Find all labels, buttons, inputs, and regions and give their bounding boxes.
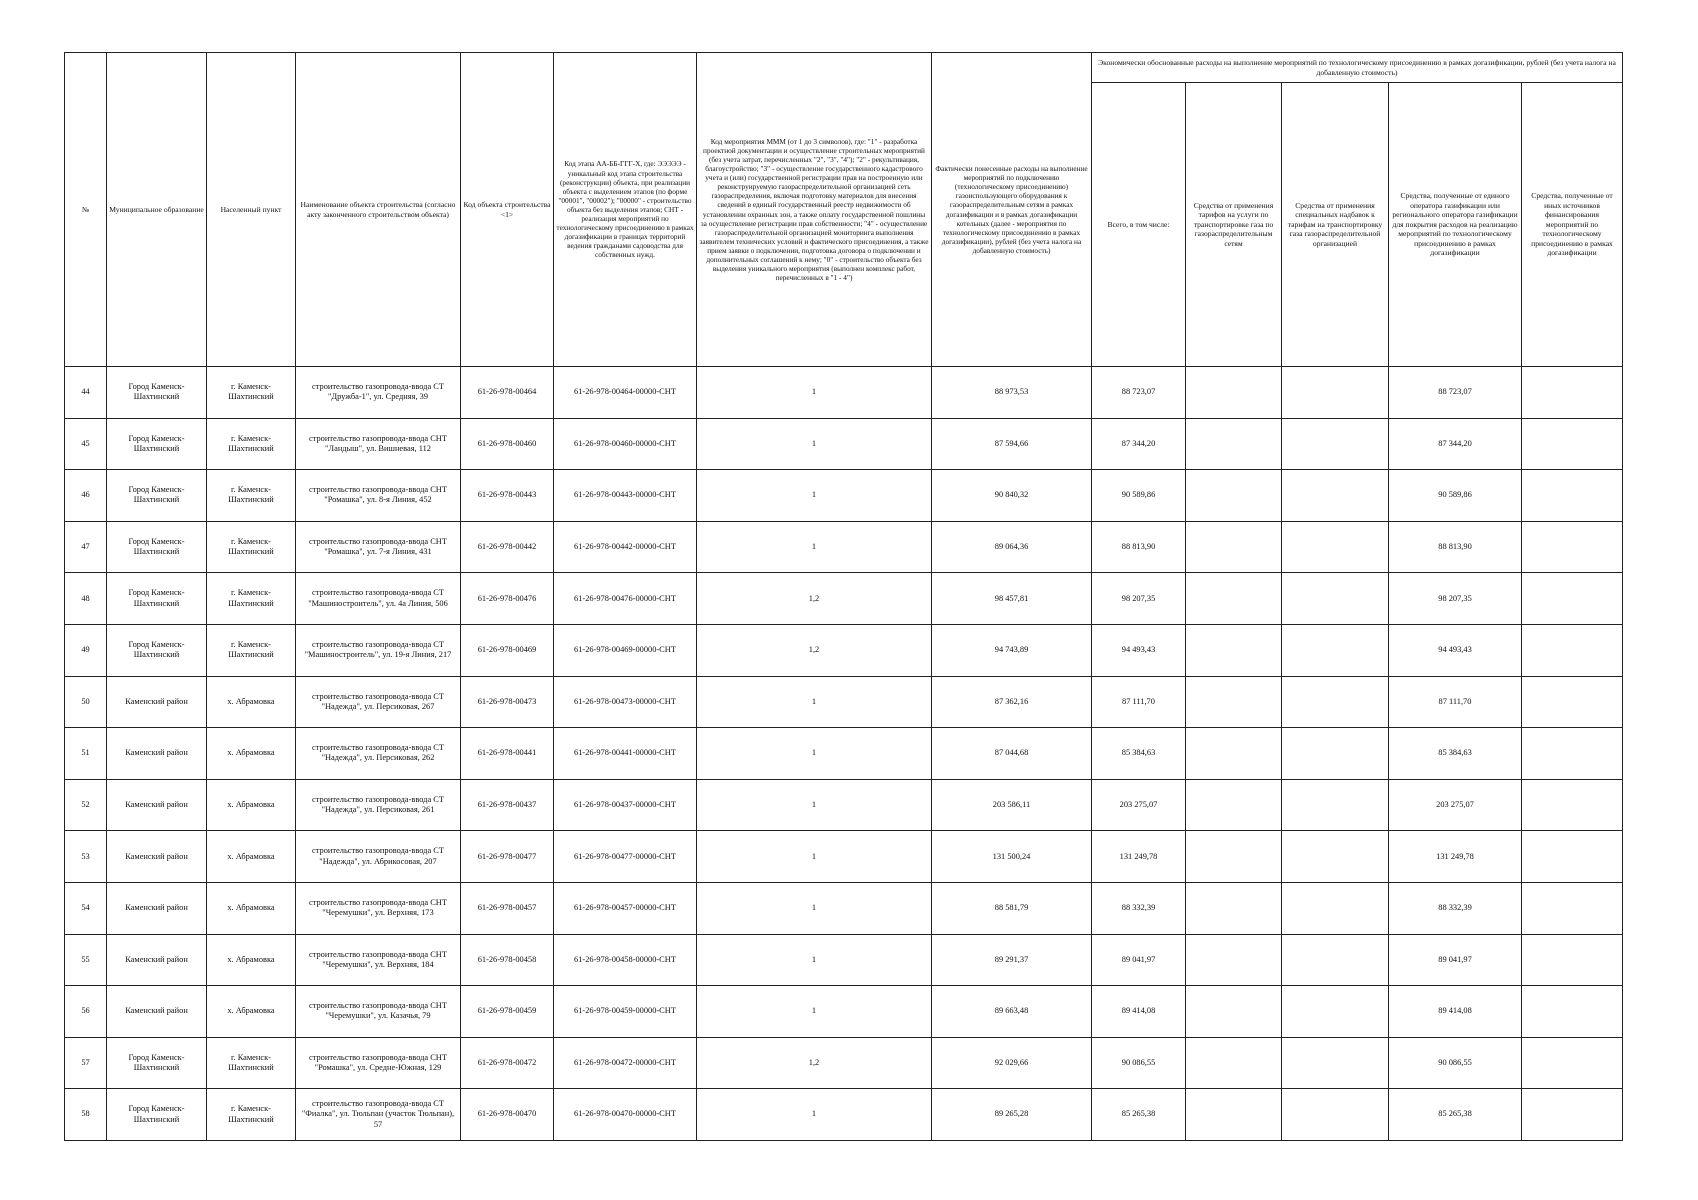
surcharges-cell bbox=[1282, 779, 1389, 831]
other-sources-cell bbox=[1522, 1089, 1623, 1141]
total-cell: 131 249,78 bbox=[1092, 831, 1186, 883]
actual-costs-cell: 89 663,48 bbox=[932, 986, 1092, 1038]
object-name-cell: строительство газопровода-ввода СТ "Надежда", ул. Персиковая, 267 bbox=[296, 676, 461, 728]
object-code-cell: 61-26-978-00459 bbox=[461, 986, 554, 1038]
total-cell: 85 265,38 bbox=[1092, 1089, 1186, 1141]
tariffs-cell bbox=[1186, 624, 1282, 676]
object-code-cell: 61-26-978-00473 bbox=[461, 676, 554, 728]
settlement-cell: г. Каменск-Шахтинский bbox=[207, 573, 296, 625]
municipality-cell: Каменский район bbox=[107, 882, 207, 934]
operator-funds-cell: 88 813,90 bbox=[1389, 521, 1522, 573]
table-row bbox=[65, 470, 1623, 522]
municipality-cell: Каменский район bbox=[107, 986, 207, 1038]
municipality-cell: Город Каменск-Шахтинский bbox=[107, 573, 207, 625]
other-sources-cell bbox=[1522, 986, 1623, 1038]
object-name-cell: строительство газопровода-ввода СНТ "Ромашка", ул. 7-я Линия, 431 bbox=[296, 521, 461, 573]
object-code-cell: 61-26-978-00441 bbox=[461, 728, 554, 780]
event-code-cell: 1 bbox=[697, 676, 932, 728]
settlement-cell: г. Каменск-Шахтинский bbox=[207, 1037, 296, 1089]
object-code-cell: 61-26-978-00443 bbox=[461, 470, 554, 522]
table-row bbox=[65, 676, 1623, 728]
tariffs-cell bbox=[1186, 470, 1282, 522]
other-sources-cell bbox=[1522, 934, 1623, 986]
settlement-cell: х. Абрамовка bbox=[207, 986, 296, 1038]
other-sources-cell bbox=[1522, 624, 1623, 676]
municipality-cell: Город Каменск-Шахтинский bbox=[107, 521, 207, 573]
table-row bbox=[65, 728, 1623, 780]
actual-costs-cell: 90 840,32 bbox=[932, 470, 1092, 522]
object-code-cell: 61-26-978-00442 bbox=[461, 521, 554, 573]
row-number-cell: 47 bbox=[65, 521, 107, 573]
object-code-cell: 61-26-978-00457 bbox=[461, 882, 554, 934]
row-number-cell: 56 bbox=[65, 986, 107, 1038]
table-row bbox=[65, 418, 1623, 470]
row-number-cell: 52 bbox=[65, 779, 107, 831]
header-event-code: Код мероприятия МММ (от 1 до 3 символов), где: "1" - разработка проектной документации и осуществление строительных мероприятий (без учета затрат, перечисленных "2", "3", "4"); "2" - рекультивация, благоустройство; "3" - осуществление государственного кадастрового учета и (или) государственной регистрации прав на построенную или реконструируемую газораспределительной организацией сеть газораспределения, включая подготовку материалов для внесения сведений в единый государственный реестр недвижимости об установлении охранных зон, а также оплату государственной пошлины за осуществление регистрации прав собственности; "4" - осуществление газораспределительной организацией мониторинга выполнения заявителем технических условий и фактического присоединения, а также прием заявки о подключении, подготовка договора о подключении и дополнительных соглашений к нему; "0" - строительство объекта без выделения уникального мероприятия (выполнен комплекс работ, перечисленных в "1 - 4") bbox=[697, 53, 932, 367]
object-name-cell: строительство газопровода-ввода СНТ "Ромашка", ул. Средне-Южная, 129 bbox=[296, 1037, 461, 1089]
settlement-cell: г. Каменск-Шахтинский bbox=[207, 624, 296, 676]
other-sources-cell bbox=[1522, 1037, 1623, 1089]
header-surcharges: Средства от применения специальных надбавок к тарифам на транспортировку газа газораспределительной организацией bbox=[1282, 83, 1389, 367]
object-name-cell: строительство газопровода-ввода СТ "Машиностроитель", ул. 4а Линия, 506 bbox=[296, 573, 461, 625]
table-row bbox=[65, 573, 1623, 625]
tariffs-cell bbox=[1186, 676, 1282, 728]
other-sources-cell bbox=[1522, 418, 1623, 470]
municipality-cell: Город Каменск-Шахтинский bbox=[107, 367, 207, 419]
total-cell: 88 332,39 bbox=[1092, 882, 1186, 934]
header-object-name: Наименование объекта строительства (согласно акту законченного строительством объекта) bbox=[296, 53, 461, 367]
other-sources-cell bbox=[1522, 573, 1623, 625]
operator-funds-cell: 89 041,97 bbox=[1389, 934, 1522, 986]
actual-costs-cell: 87 044,68 bbox=[932, 728, 1092, 780]
event-code-cell: 1 bbox=[697, 831, 932, 883]
row-number-cell: 49 bbox=[65, 624, 107, 676]
settlement-cell: х. Абрамовка bbox=[207, 728, 296, 780]
tariffs-cell bbox=[1186, 1089, 1282, 1141]
operator-funds-cell: 90 086,55 bbox=[1389, 1037, 1522, 1089]
event-code-cell: 1 bbox=[697, 779, 932, 831]
row-number-cell: 51 bbox=[65, 728, 107, 780]
operator-funds-cell: 85 384,63 bbox=[1389, 728, 1522, 780]
row-number-cell: 58 bbox=[65, 1089, 107, 1141]
actual-costs-cell: 88 973,53 bbox=[932, 367, 1092, 419]
operator-funds-cell: 98 207,35 bbox=[1389, 573, 1522, 625]
tariffs-cell bbox=[1186, 573, 1282, 625]
object-name-cell: строительство газопровода-ввода СТ "Надежда", ул. Персиковая, 261 bbox=[296, 779, 461, 831]
header-economic-group: Экономически обоснованные расходы на выполнение мероприятий по технологическому присоединению в рамках догазификации, рублей (без учета налога на добавленную стоимость) bbox=[1092, 53, 1623, 83]
municipality-cell: Каменский район bbox=[107, 934, 207, 986]
object-code-cell: 61-26-978-00464 bbox=[461, 367, 554, 419]
object-code-cell: 61-26-978-00472 bbox=[461, 1037, 554, 1089]
surcharges-cell bbox=[1282, 986, 1389, 1038]
row-number-cell: 50 bbox=[65, 676, 107, 728]
surcharges-cell bbox=[1282, 831, 1389, 883]
other-sources-cell bbox=[1522, 779, 1623, 831]
other-sources-cell bbox=[1522, 728, 1623, 780]
total-cell: 88 813,90 bbox=[1092, 521, 1186, 573]
municipality-cell: Каменский район bbox=[107, 728, 207, 780]
actual-costs-cell: 89 064,36 bbox=[932, 521, 1092, 573]
table-row bbox=[65, 882, 1623, 934]
stage-code-cell: 61-26-978-00443-00000-СНТ bbox=[554, 470, 697, 522]
municipality-cell: Город Каменск-Шахтинский bbox=[107, 624, 207, 676]
municipality-cell: Город Каменск-Шахтинский bbox=[107, 1037, 207, 1089]
stage-code-cell: 61-26-978-00472-00000-СНТ bbox=[554, 1037, 697, 1089]
row-number-cell: 53 bbox=[65, 831, 107, 883]
tariffs-cell bbox=[1186, 986, 1282, 1038]
settlement-cell: г. Каменск-Шахтинский bbox=[207, 418, 296, 470]
cost-table bbox=[64, 52, 1623, 1141]
operator-funds-cell: 88 723,07 bbox=[1389, 367, 1522, 419]
stage-code-cell: 61-26-978-00458-00000-СНТ bbox=[554, 934, 697, 986]
table-row bbox=[65, 367, 1623, 419]
table-row bbox=[65, 934, 1623, 986]
actual-costs-cell: 94 743,89 bbox=[932, 624, 1092, 676]
tariffs-cell bbox=[1186, 934, 1282, 986]
operator-funds-cell: 87 111,70 bbox=[1389, 676, 1522, 728]
table-row bbox=[65, 624, 1623, 676]
object-code-cell: 61-26-978-00476 bbox=[461, 573, 554, 625]
table-row bbox=[65, 779, 1623, 831]
surcharges-cell bbox=[1282, 521, 1389, 573]
settlement-cell: г. Каменск-Шахтинский bbox=[207, 367, 296, 419]
object-name-cell: строительство газопровода-ввода СНТ "Ландыш", ул. Вишневая, 112 bbox=[296, 418, 461, 470]
municipality-cell: Каменский район bbox=[107, 676, 207, 728]
total-cell: 94 493,43 bbox=[1092, 624, 1186, 676]
total-cell: 87 344,20 bbox=[1092, 418, 1186, 470]
tariffs-cell bbox=[1186, 728, 1282, 780]
municipality-cell: Город Каменск-Шахтинский bbox=[107, 470, 207, 522]
row-number-cell: 55 bbox=[65, 934, 107, 986]
total-cell: 203 275,07 bbox=[1092, 779, 1186, 831]
stage-code-cell: 61-26-978-00442-00000-СНТ bbox=[554, 521, 697, 573]
surcharges-cell bbox=[1282, 470, 1389, 522]
other-sources-cell bbox=[1522, 367, 1623, 419]
actual-costs-cell: 89 291,37 bbox=[932, 934, 1092, 986]
stage-code-cell: 61-26-978-00460-00000-СНТ bbox=[554, 418, 697, 470]
surcharges-cell bbox=[1282, 934, 1389, 986]
tariffs-cell bbox=[1186, 882, 1282, 934]
settlement-cell: х. Абрамовка bbox=[207, 934, 296, 986]
operator-funds-cell: 88 332,39 bbox=[1389, 882, 1522, 934]
surcharges-cell bbox=[1282, 728, 1389, 780]
settlement-cell: х. Абрамовка bbox=[207, 882, 296, 934]
settlement-cell: х. Абрамовка bbox=[207, 831, 296, 883]
event-code-cell: 1 bbox=[697, 470, 932, 522]
header-stage-code: Код этапа АА-ББ-ГГГ-Х, где: ЭЭЭЭЭ - уникальный код этапа строительства (реконструкции) объекта, при реализации объекта с выделением этапов (по форме "00001", "00002"); "00000" - строительство объекта без выделения этапов; СНТ - реализация мероприятий по технологическому присоединению в рамках догазификации в границах территорий ведения гражданами садоводства для собственных нужд. bbox=[554, 53, 697, 367]
stage-code-cell: 61-26-978-00459-00000-СНТ bbox=[554, 986, 697, 1038]
row-number-cell: 48 bbox=[65, 573, 107, 625]
operator-funds-cell: 89 414,08 bbox=[1389, 986, 1522, 1038]
stage-code-cell: 61-26-978-00477-00000-СНТ bbox=[554, 831, 697, 883]
event-code-cell: 1 bbox=[697, 986, 932, 1038]
object-name-cell: строительство газопровода-ввода СТ "Дружба-1", ул. Средняя, 39 bbox=[296, 367, 461, 419]
row-number-cell: 45 bbox=[65, 418, 107, 470]
surcharges-cell bbox=[1282, 573, 1389, 625]
settlement-cell: г. Каменск-Шахтинский bbox=[207, 1089, 296, 1141]
row-number-cell: 44 bbox=[65, 367, 107, 419]
stage-code-cell: 61-26-978-00470-00000-СНТ bbox=[554, 1089, 697, 1141]
actual-costs-cell: 131 500,24 bbox=[932, 831, 1092, 883]
surcharges-cell bbox=[1282, 1089, 1389, 1141]
event-code-cell: 1 bbox=[697, 1089, 932, 1141]
surcharges-cell bbox=[1282, 676, 1389, 728]
stage-code-cell: 61-26-978-00473-00000-СНТ bbox=[554, 676, 697, 728]
actual-costs-cell: 203 586,11 bbox=[932, 779, 1092, 831]
event-code-cell: 1 bbox=[697, 934, 932, 986]
other-sources-cell bbox=[1522, 521, 1623, 573]
object-name-cell: строительство газопровода-ввода СНТ "Черемушки", ул. Верхняя, 173 bbox=[296, 882, 461, 934]
object-code-cell: 61-26-978-00469 bbox=[461, 624, 554, 676]
table-row bbox=[65, 1037, 1623, 1089]
actual-costs-cell: 98 457,81 bbox=[932, 573, 1092, 625]
tariffs-cell bbox=[1186, 779, 1282, 831]
header-actual-costs: Фактически понесенные расходы на выполнение мероприятий по подключению (технологическому присоединению) газоиспользующего оборудования к газораспределительным сетям в рамках догазификации и в рамках догазификации котельных (далее - мероприятия по технологическому присоединению в рамках догазификации), рублей (без учета налога на добавленную стоимость) bbox=[932, 53, 1092, 367]
surcharges-cell bbox=[1282, 418, 1389, 470]
object-code-cell: 61-26-978-00477 bbox=[461, 831, 554, 883]
event-code-cell: 1,2 bbox=[697, 1037, 932, 1089]
object-code-cell: 61-26-978-00437 bbox=[461, 779, 554, 831]
operator-funds-cell: 87 344,20 bbox=[1389, 418, 1522, 470]
actual-costs-cell: 92 029,66 bbox=[932, 1037, 1092, 1089]
event-code-cell: 1 bbox=[697, 728, 932, 780]
stage-code-cell: 61-26-978-00469-00000-СНТ bbox=[554, 624, 697, 676]
actual-costs-cell: 88 581,79 bbox=[932, 882, 1092, 934]
total-cell: 85 384,63 bbox=[1092, 728, 1186, 780]
tariffs-cell bbox=[1186, 367, 1282, 419]
surcharges-cell bbox=[1282, 624, 1389, 676]
object-name-cell: строительство газопровода-ввода СНТ "Ромашка", ул. 8-я Линия, 452 bbox=[296, 470, 461, 522]
operator-funds-cell: 94 493,43 bbox=[1389, 624, 1522, 676]
header-municipality: Муниципальное образование bbox=[107, 53, 207, 367]
object-code-cell: 61-26-978-00458 bbox=[461, 934, 554, 986]
surcharges-cell bbox=[1282, 367, 1389, 419]
settlement-cell: г. Каменск-Шахтинский bbox=[207, 470, 296, 522]
object-name-cell: строительство газопровода-ввода СТ "Машиностроитель", ул. 19-я Линия, 217 bbox=[296, 624, 461, 676]
stage-code-cell: 61-26-978-00441-00000-СНТ bbox=[554, 728, 697, 780]
stage-code-cell: 61-26-978-00457-00000-СНТ bbox=[554, 882, 697, 934]
header-object-code: Код объекта строительства <1> bbox=[461, 53, 554, 367]
settlement-cell: г. Каменск-Шахтинский bbox=[207, 521, 296, 573]
stage-code-cell: 61-26-978-00464-00000-СНТ bbox=[554, 367, 697, 419]
other-sources-cell bbox=[1522, 676, 1623, 728]
total-cell: 88 723,07 bbox=[1092, 367, 1186, 419]
table-row bbox=[65, 986, 1623, 1038]
event-code-cell: 1 bbox=[697, 882, 932, 934]
object-name-cell: строительство газопровода-ввода СНТ "Черемушки", ул. Казачья, 79 bbox=[296, 986, 461, 1038]
actual-costs-cell: 87 362,16 bbox=[932, 676, 1092, 728]
other-sources-cell bbox=[1522, 831, 1623, 883]
surcharges-cell bbox=[1282, 882, 1389, 934]
event-code-cell: 1 bbox=[697, 418, 932, 470]
object-code-cell: 61-26-978-00460 bbox=[461, 418, 554, 470]
operator-funds-cell: 203 275,07 bbox=[1389, 779, 1522, 831]
header-single-operator: Средства, полученные от единого оператора газификации или регионального оператора газификации для покрытия расходов на реализацию мероприятий по технологическому присоединению в рамках догазификации bbox=[1389, 83, 1522, 367]
actual-costs-cell: 89 265,28 bbox=[932, 1089, 1092, 1141]
table-body bbox=[65, 367, 1623, 1141]
header-num: № bbox=[65, 53, 107, 367]
surcharges-cell bbox=[1282, 1037, 1389, 1089]
event-code-cell: 1,2 bbox=[697, 573, 932, 625]
municipality-cell: Каменский район bbox=[107, 779, 207, 831]
total-cell: 98 207,35 bbox=[1092, 573, 1186, 625]
row-number-cell: 57 bbox=[65, 1037, 107, 1089]
event-code-cell: 1 bbox=[697, 367, 932, 419]
header-settlement: Населенный пункт bbox=[207, 53, 296, 367]
total-cell: 90 589,86 bbox=[1092, 470, 1186, 522]
table-row bbox=[65, 521, 1623, 573]
object-code-cell: 61-26-978-00470 bbox=[461, 1089, 554, 1141]
operator-funds-cell: 131 249,78 bbox=[1389, 831, 1522, 883]
header-tariffs: Средства от применения тарифов на услуги по транспортировке газа по газораспределительным сетям bbox=[1186, 83, 1282, 367]
total-cell: 89 041,97 bbox=[1092, 934, 1186, 986]
table-row bbox=[65, 1089, 1623, 1141]
row-number-cell: 46 bbox=[65, 470, 107, 522]
tariffs-cell bbox=[1186, 831, 1282, 883]
operator-funds-cell: 90 589,86 bbox=[1389, 470, 1522, 522]
tariffs-cell bbox=[1186, 1037, 1282, 1089]
header-total: Всего, в том числе: bbox=[1092, 83, 1186, 367]
total-cell: 90 086,55 bbox=[1092, 1037, 1186, 1089]
tariffs-cell bbox=[1186, 418, 1282, 470]
other-sources-cell bbox=[1522, 882, 1623, 934]
object-name-cell: строительство газопровода-ввода СТ "Надежда", ул. Абрикосовая, 207 bbox=[296, 831, 461, 883]
event-code-cell: 1,2 bbox=[697, 624, 932, 676]
stage-code-cell: 61-26-978-00437-00000-СНТ bbox=[554, 779, 697, 831]
object-name-cell: строительство газопровода-ввода СТ "Надежда", ул. Персиковая, 262 bbox=[296, 728, 461, 780]
stage-code-cell: 61-26-978-00476-00000-СНТ bbox=[554, 573, 697, 625]
total-cell: 89 414,08 bbox=[1092, 986, 1186, 1038]
header-other-sources: Средства, полученные от иных источников финансирования мероприятий по технологическому присоединению в рамках догазификации bbox=[1522, 83, 1623, 367]
other-sources-cell bbox=[1522, 470, 1623, 522]
municipality-cell: Город Каменск-Шахтинский bbox=[107, 1089, 207, 1141]
municipality-cell: Каменский район bbox=[107, 831, 207, 883]
object-name-cell: строительство газопровода-ввода СТ "Фиалка", ул. Тюльпан (участок Тюльпан), 57 bbox=[296, 1089, 461, 1141]
total-cell: 87 111,70 bbox=[1092, 676, 1186, 728]
table-row bbox=[65, 831, 1623, 883]
settlement-cell: х. Абрамовка bbox=[207, 676, 296, 728]
municipality-cell: Город Каменск-Шахтинский bbox=[107, 418, 207, 470]
object-name-cell: строительство газопровода-ввода СНТ "Черемушки", ул. Верхняя, 184 bbox=[296, 934, 461, 986]
operator-funds-cell: 85 265,38 bbox=[1389, 1089, 1522, 1141]
row-number-cell: 54 bbox=[65, 882, 107, 934]
settlement-cell: х. Абрамовка bbox=[207, 779, 296, 831]
actual-costs-cell: 87 594,66 bbox=[932, 418, 1092, 470]
event-code-cell: 1 bbox=[697, 521, 932, 573]
tariffs-cell bbox=[1186, 521, 1282, 573]
